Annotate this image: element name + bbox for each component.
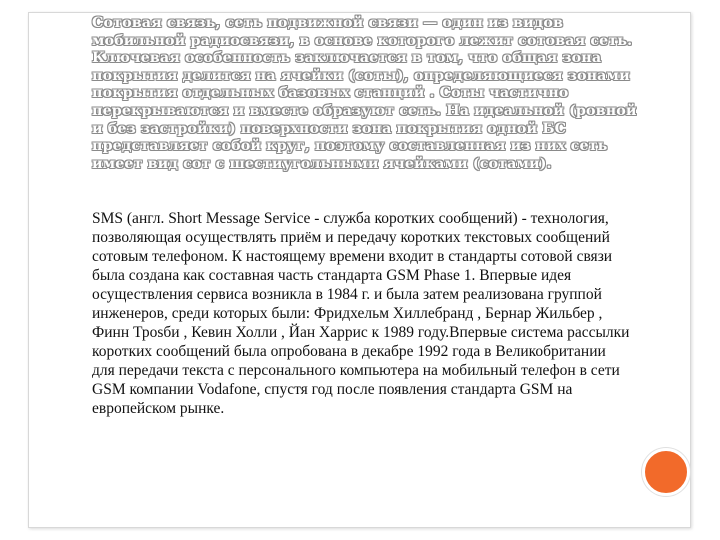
slide-body-paragraph: SMS (англ. Short Message Service - служба коротких сообщений) - технология, позволяющая осуществлять приём и передачу коротких текстовых сообщений сотовым телефоном. К настоящему времени входит в стандарты сотовой связи была создана как составная часть стандарта GSM Phase 1. Впервые идея осуществления сервиса возникла в 1984 г. и была затем реализована группой инженеров, среди которых были: Фридхельм Хиллебранд , Бернар Жильбер , Финн Троsби , Кевин Холли , Йан Харрис к 1989 году.Впервые система рассылки коротких сообщений была опробована в декабре 1992 года в Великобритании для передачи текста с персонального компьютера на мобильный телефон в сети GSM компании Vodafone, спустя год после появления стандарта GSM на европейском рынке. [92,210,630,417]
decorative-orange-circle [642,448,690,496]
slide-heading-paragraph: Сотовая связь, сеть подвижной связи — один из видов мобильной радиосвязи, в основе которого лежит сотовая сеть. Ключевая особенность заключается в том, что общая зона покрытия делится на ячейки (соты), определяющиеся зонами покрытия отдельных базовых станций . Соты частично перекрываются и вместе образуют сеть. На идеальной (ровной и без застройки) поверхности зона покрытия одной БС представляет собой круг, поэтому составленная из них сеть имеет вид сот с шестиугольными ячейками (сотами). [92,15,637,172]
